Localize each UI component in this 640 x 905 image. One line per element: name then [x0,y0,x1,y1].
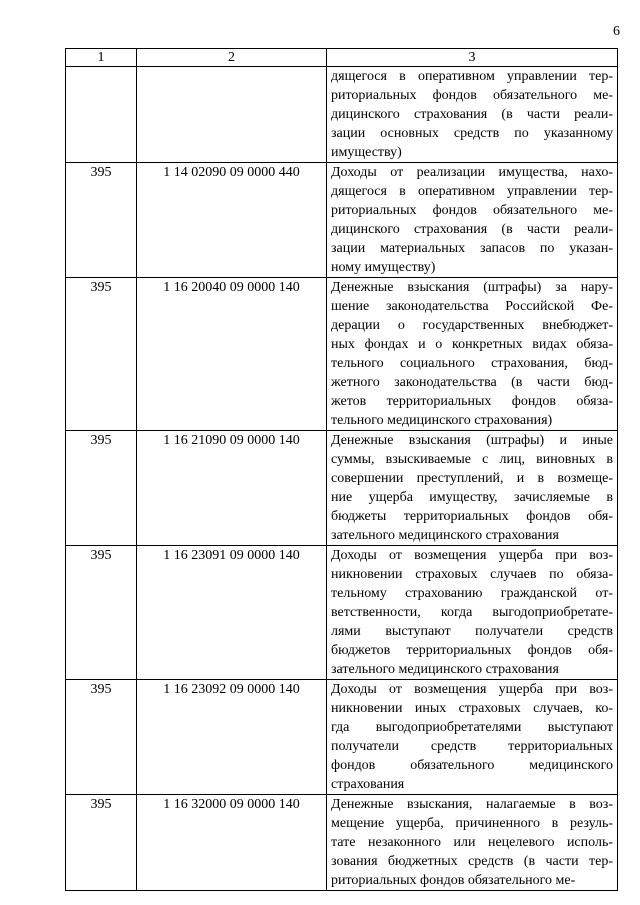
description-line: зования бюджетных средств (в части тер- [331,854,613,869]
description-line: дящегося в оперативном управлении тер- [331,184,613,199]
revenue-description-cell [327,278,618,431]
revenue-description-cell [327,795,618,891]
description-line: шение законодательства Российской Фе- [331,299,613,314]
description-line: Денежные взыскания, налагаемые в воз- [331,797,613,812]
description-line: совершении преступлений, и в возмеще- [331,471,613,486]
description-line: риториальных фондов обязательного ме- [331,88,613,103]
administrator-code-cell: 395 [66,278,137,431]
description-line: ние ущерба имуществу, зачисляемые в [331,490,613,505]
description-line: Денежные взыскания (штрафы) и иные [331,433,613,448]
description-line: тате незаконного или нецелевого исполь- [331,835,613,850]
description-line: ному имуществу) [331,260,436,275]
budget-classification-code-cell: 1 16 21090 09 0000 140 [137,431,327,546]
budget-classification-code-cell [137,67,327,163]
revenue-description-cell [327,67,618,163]
revenue-description-cell [327,680,618,795]
description-line: бюджетов территориальных фондов обя- [331,643,613,658]
description-line: тельного социального страхования, бюд- [331,356,613,371]
description-line: ных фондах и о конкретных видах обяза- [331,337,613,352]
description-line: зации материальных запасов по указан- [331,241,613,256]
administrator-code-cell [66,67,137,163]
description-line: Доходы от возмещения ущерба при воз- [331,682,613,697]
description-line: тельного медицинского страхования) [331,413,553,428]
description-line: имуществу) [331,145,402,160]
table-row [66,163,618,278]
table-header-row [66,49,618,67]
administrator-code-cell: 395 [66,546,137,680]
description-line: никновении страховых случаев по обяза- [331,567,613,582]
administrator-code-cell: 395 [66,795,137,891]
description-line: никновении иных страховых случаев, ко- [331,701,613,716]
description-line: зательного медицинского страхования [331,528,559,543]
description-line: гда выгодоприобретателями выступают [331,720,613,735]
budget-classification-code-cell: 1 16 32000 09 0000 140 [137,795,327,891]
description-line: риториальных фондов обязательного ме- [331,203,613,218]
description-line: мещение ущерба, причиненного в резуль- [331,816,613,831]
description-line: зации основных средств по указанному [331,126,613,141]
page-number: 6 [613,24,620,39]
table-row [66,795,618,891]
table-row [66,546,618,680]
administrator-code-cell: 395 [66,163,137,278]
description-line: дицинского страхования (в части реали- [331,222,613,237]
description-line: дицинского страхования (в части реали- [331,107,613,122]
description-line: дерации о государственных внебюджет- [331,318,613,333]
description-line: ветственности, когда выгодоприобретате- [331,605,613,620]
description-line: Денежные взыскания (штрафы) за нару- [331,280,613,295]
description-line: лями выступают получатели средств [331,624,613,639]
table-row [66,680,618,795]
revenue-description-cell [327,546,618,680]
description-line: зательного медицинского страхования [331,662,559,677]
description-line: получатели средств территориальных [331,739,613,754]
budget-codes-table [65,48,618,891]
description-line: фондов обязательного медицинского [331,758,613,773]
revenue-description-cell [327,163,618,278]
description-line: страхования [331,777,405,792]
description-line: суммы, взыскиваемые с лиц, виновных в [331,452,613,467]
description-line: жетов территориальных фондов обяза- [331,394,613,409]
description-line: дящегося в оперативном управлении тер- [331,69,613,84]
budget-classification-code-cell: 1 16 20040 09 0000 140 [137,278,327,431]
budget-classification-code-cell: 1 16 23092 09 0000 140 [137,680,327,795]
table-row [66,67,618,163]
description-line: риториальных фондов обязательного ме- [331,873,576,888]
budget-classification-code-cell: 1 14 02090 09 0000 440 [137,163,327,278]
table-row [66,278,618,431]
administrator-code-cell: 395 [66,680,137,795]
description-line: тельному страхованию гражданской от- [331,586,613,601]
description-line: жетного законодательства (в части бюд- [331,375,613,390]
table-body [66,67,618,891]
budget-classification-code-cell: 1 16 23091 09 0000 140 [137,546,327,680]
description-line: Доходы от возмещения ущерба при воз- [331,548,613,563]
column-header-1: 1 [66,49,137,67]
description-line: Доходы от реализации имущества, нахо- [331,165,613,180]
administrator-code-cell: 395 [66,431,137,546]
table-row [66,431,618,546]
column-header-2: 2 [137,49,327,67]
description-line: бюджеты территориальных фондов обя- [331,509,613,524]
column-header-3: 3 [327,49,618,67]
revenue-description-cell [327,431,618,546]
